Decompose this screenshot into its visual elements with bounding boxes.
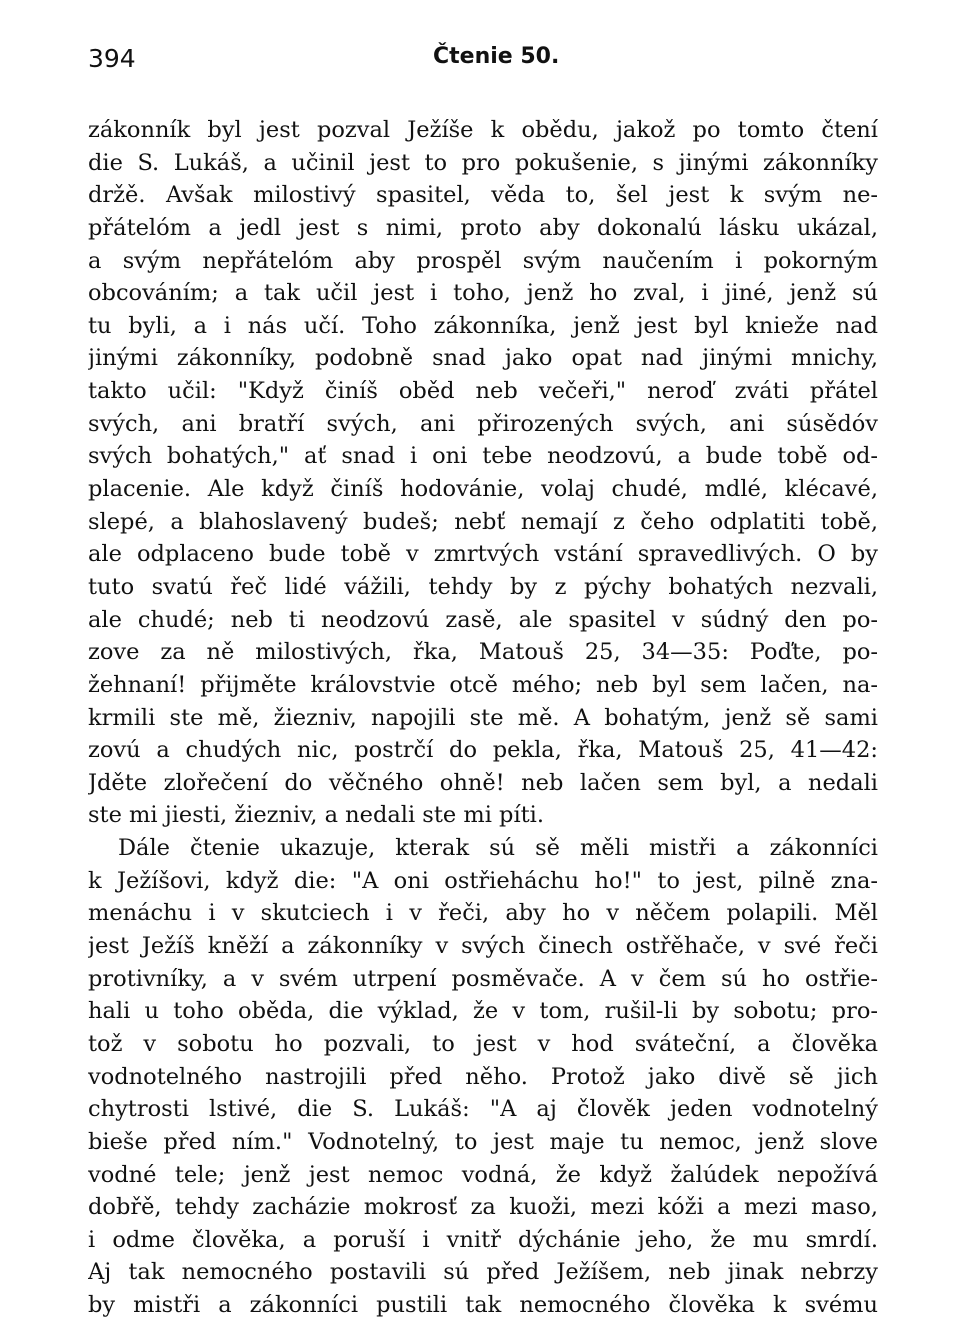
text-line: hali u toho oběda, die výklad, že v tom, rušil-li by sobotu; pro- [88, 998, 878, 1025]
text-line: obcováním; a tak učil jest i toho, jenž ho zval, i jiné, jenž sú [88, 280, 878, 307]
text-line: krmili ste mě, žiezniv, napojili ste mě. A bohatým, jenž sě sami [88, 704, 878, 731]
text-line: i odme člověka, a poruší i vnitř dýchánie jeho, že mu smrdí. [88, 1226, 878, 1253]
text-line: Dále čtenie ukazuje, kterak sú sě měli mistři a zákonníci [118, 835, 878, 862]
text-line: svých, ani bratří svých, ani přirozených svých, ani súsědóv [88, 410, 878, 437]
body-text [88, 114, 878, 1322]
text-line: menáchu i v skutciech i v řeči, aby ho v něčem polapili. Měl [88, 900, 878, 927]
text-line: die S. Lukáš, a učinil jest to pro pokušenie, s jinými zákonníky [88, 149, 878, 176]
text-line: takto učil: "Když činíš oběd neb večeři," neroď zváti přátel [88, 378, 878, 405]
text-line: tož v sobotu ho pozvali, to jest v hod sváteční, a člověka [88, 1030, 878, 1057]
text-line: ste mi jiesti, žiezniv, a nedali ste mi píti. [88, 802, 545, 829]
text-line: ale chudé; neb ti neodzovú zasě, ale spasitel v súdný den po- [88, 606, 878, 633]
text-line: by mistři a zákonníci pustili tak nemocného člověka k svému [88, 1292, 878, 1319]
text-line: a svým nepřátelóm aby prospěl svým naučením i pokorným [88, 247, 878, 274]
text-line: slepé, a blahoslavený budeš; nebť nemají z čeho odplatiti tobě, [88, 508, 878, 535]
page-header [88, 44, 878, 76]
running-title: Čtenie 50. [433, 44, 560, 69]
text-line: Jděte zlořečení do věčného ohně! neb lačen sem byl, a nedali [88, 769, 878, 796]
text-line: vodnotelného nastrojili před něho. Protož jako divě sě jich [88, 1063, 878, 1090]
text-line: placenie. Ale když činíš hodovánie, volaj chudé, mdlé, klécavé, [88, 476, 878, 503]
text-line: jest Ježíš kněží a zákonníky v svých činech ostřěhače, v své řeči [88, 933, 878, 960]
text-line: tu byli, a i nás učí. Toho zákonníka, jenž jest byl knieže nad [88, 312, 878, 339]
text-line: zovú a chudých nic, postrčí do pekla, řka, Matouš 25, 41—42: [88, 737, 878, 764]
page-number: 394 [88, 44, 136, 73]
text-line: Aj tak nemocného postavili sú před Ježíšem, neb jinak nebrzy [88, 1259, 878, 1286]
text-line: svých bohatých," ať snad i oni tebe neodzovú, a bude tobě od- [88, 443, 878, 470]
text-line: jinými zákonníky, podobně snad jako opat nad jinými mnichy, [88, 345, 878, 372]
text-line: tuto svatú řeč lidé vážili, tehdy by z pýchy bohatých nezvali, [88, 573, 878, 600]
text-line: vodné tele; jenž jest nemoc vodná, že když žalúdek nepožívá [88, 1161, 878, 1188]
text-line: k Ježíšovi, když die: "A oni ostřieháchu ho!" to jest, pilně zna- [88, 867, 878, 894]
text-line: protivníky, a v svém utrpení posměvače. A v čem sú ho ostřie- [88, 965, 878, 992]
text-line: dobřě, tehdy zacházie mokrosť za kuoži, mezi kóži a mezi maso, [88, 1194, 878, 1221]
text-line: zákonník byl jest pozval Ježíše k obědu, jakož po tomto čtení [88, 117, 878, 143]
text-line: přátelóm a jedl jest s nimi, proto aby dokonalú lásku ukázal, [88, 214, 878, 241]
text-line: bieše před ním." Vodnotelný, to jest maje tu nemoc, jenž slove [88, 1128, 878, 1155]
text-line: chytrosti lstivé, die S. Lukáš: "A aj člověk jeden vodnotelný [88, 1096, 878, 1123]
text-line: zove za ně milostivých, řka, Matouš 25, 34—35: Poďte, po- [88, 639, 878, 666]
text-line: žehnaní! přijměte královstvie otcě mého; neb byl sem lačen, na- [88, 671, 878, 698]
text-line: ale odplaceno bude tobě v zmrtvých vstání spravedlivých. O by [88, 541, 878, 568]
text-line: držě. Avšak milostivý spasitel, věda to, šel jest k svým ne- [88, 182, 878, 209]
